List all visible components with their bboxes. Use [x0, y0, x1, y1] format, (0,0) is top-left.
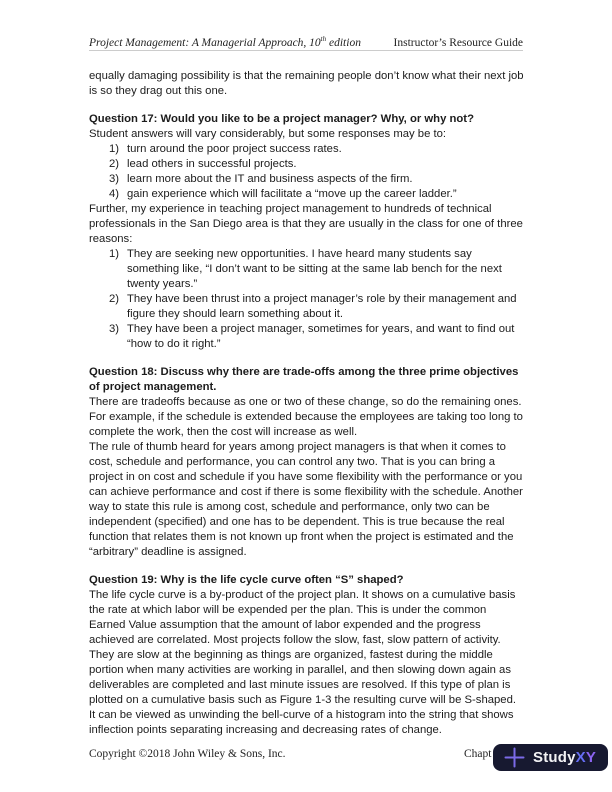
question-18-paragraph-2: The rule of thumb heard for years among project managers is that when it comes to cost, schedule and performance, you can control any two. That is you can bring a project in on cost and schedule if you have some flexibility with the performance or you can achieve performance and cost if there is some flexibility with the schedule. Another way to state this rule is among cost, schedule and performance, only two can be independent (specified) and one has to be dependent. This is true because the real function that relates them is not known up front when the project is estimated and the “arbitrary” deadline is assigned. [89, 441, 523, 558]
question-19-paragraph: The life cycle curve is a by-product of the project plan. It shows on a cumulative basis the rate at which labor will be expended per the plan. This is under the common Earned Value assumption that the amount of labor expended and the progress achieved are correlated. Most projects follow the slow, fast, slow pattern of activity. They are slow at the beginning as things are organized, fastest during the middle portion when many activities are working in parallel, and then slowing down again as deliverables are completed and last minute issues are resolved. If this type of plan is plotted on a cumulative basis such as Figure 1-3 the resulting curve will be S-shaped. It can be viewed as unwinding the bell-curve of a histogram into the string that shows inflection points separating increasing and decreasing rates of change. [89, 589, 516, 736]
list-marker: 3) [109, 173, 120, 185]
list-item-text: turn around the poor project success rates. [127, 143, 342, 155]
question-19-heading: Question 19: Why is the life cycle curve often “S” shaped? [89, 574, 404, 586]
intro-paragraph: equally damaging possibility is that the remaining people don’t know what their next job is so they drag out this one. [89, 70, 524, 97]
list-item [89, 142, 524, 157]
list-marker: 1) [109, 143, 120, 155]
list-item [89, 187, 524, 202]
list-item-text: They are seeking new opportunities. I have heard many students say something like, “I don’t want to be sitting at the same lab bench for the next twenty years.” [127, 248, 502, 290]
list-marker: 2) [109, 293, 120, 305]
copyright-notice: Copyright ©2018 John Wiley & Sons, Inc. [89, 748, 286, 760]
question-17-reasons-list [89, 247, 524, 352]
list-item-text: lead others in successful projects. [127, 158, 297, 170]
running-title-main: Project Management: A Managerial Approach, 10 [89, 36, 321, 49]
list-item-text: They have been a project manager, sometimes for years, and want to find out “how to do it right.” [127, 323, 515, 350]
list-item [89, 322, 524, 352]
page-header [89, 35, 523, 49]
list-item-text: They have been thrust into a project manager’s role by their management and figure they should learn something about it. [127, 293, 517, 320]
running-title [89, 35, 361, 49]
list-item [89, 172, 524, 187]
chapter-label: Chapt [464, 748, 492, 760]
question-18-heading: Question 18: Discuss why there are trade-offs among the three prime objectives of project management. [89, 366, 519, 393]
header-guide-label: Instructor’s Resource Guide [393, 36, 523, 49]
studyxy-badge [493, 744, 608, 771]
list-item [89, 247, 524, 292]
question-17-further-paragraph: Further, my experience in teaching project management to hundreds of technical professionals in the San Diego area is that they are usually in the class for one of three reasons: [89, 203, 523, 245]
list-item-text: learn more about the IT and business aspects of the firm. [127, 173, 413, 185]
list-marker: 3) [109, 323, 120, 335]
brand-text-y: Y [585, 749, 597, 766]
question-17-list [89, 142, 524, 202]
question-18-paragraph-1: There are tradeoffs because as one or two of these change, so do the remaining ones. For example, if the schedule is extended because the employees are taking too long to complete the work, then the cost will increase as well. [89, 396, 523, 438]
brand-text-study: Study [533, 749, 576, 766]
list-item-text: gain experience which will facilitate a “move up the career ladder.” [127, 188, 457, 200]
list-item [89, 157, 524, 172]
running-title-edition: edition [326, 36, 361, 49]
page-footer [89, 748, 523, 768]
list-marker: 2) [109, 158, 120, 170]
document-body [89, 69, 524, 738]
list-item [89, 292, 524, 322]
header-divider [89, 50, 523, 51]
studyxy-wordmark [533, 749, 596, 766]
plus-icon [504, 747, 525, 768]
question-17-heading: Question 17: Would you like to be a project manager? Why, or why not? [89, 113, 474, 125]
brand-text-x: X [575, 749, 586, 766]
question-17-lead: Student answers will vary considerably, but some responses may be to: [89, 128, 447, 140]
running-title-superscript: th [320, 35, 327, 43]
list-marker: 4) [109, 188, 120, 200]
list-marker: 1) [109, 248, 120, 260]
